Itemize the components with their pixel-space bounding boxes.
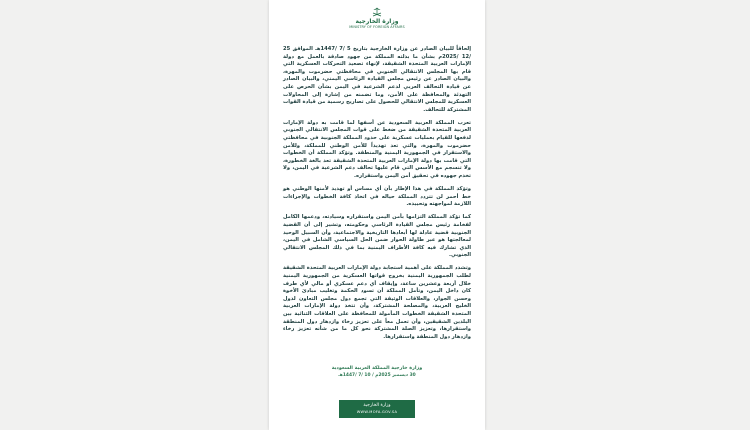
paragraph-2: تعرب المملكة العربية السعودية عن أسفها لما قامت به دولة الإمارات العربية المتحدة الشقيقة من ضغط على قوات المجلس الانتقالي الجنوبي لدفعها للقيام بعمليات عسكرية على حدود المملكة الجنوبية في محافظتي حضرموت والمهرة، والتي تعد تهديداً للأمن الوطني للمملكة، وللأمن والاستقرار في الجمهورية اليمنية والمنطقة. وتؤكد المملكة أن الخطوات التي قامت بها دولة الإمارات العربية المتحدة الشقيقة تعد بالغة الخطورة، ولا تنسجم مع الأسس التي قام عليها تحالف دعم الشرعية في اليمن، ولا تخدم جهوده في تحقيق أمن اليمن واستقراره.: [283, 119, 471, 179]
signature-issuer: وزارة خارجية المملكة العربية السعودية: [331, 366, 423, 371]
footer-url[interactable]: WWW.MOFA.GOV.SA: [356, 410, 398, 414]
logo-brand-ar: وزارة الخارجية: [355, 18, 399, 25]
paragraph-3: وتؤكد المملكة في هذا الإطار بأن أي مساس أو تهديد لأمنها الوطني هو خط أحمر لن تتردد المملكة حياله في اتخاذ كافة الخطوات والإجراءات اللازمة لمواجهته وتحييده.: [283, 186, 471, 208]
signature-date: 30 ديسمبر 2025م / 10 /7 /1447هـ: [338, 372, 416, 378]
signature-block: [269, 366, 485, 379]
footer-bar: [339, 400, 415, 418]
statement-page: [269, 0, 485, 430]
paragraph-5: وتشدد المملكة على أهمية استجابة دولة الإمارات العربية المتحدة الشقيقة لطلب الجمهورية اليمنية بخروج قواتها العسكرية من الجمهورية اليمنية خلال أربعة وعشرين ساعة، وإيقاف أي دعم عسكري أو مالي لأي طرف كان داخل اليمن، وتأمل المملكة أن تسود الحكمة وتغليب مبادئ الأخوة وحسن الجوار، والعلاقات الوثيقة التي تجمع دول مجلس التعاون لدول الخليج العربية، والمصلحة المشتركة، وأن تتخذ دولة الإمارات العربية المتحدة الشقيقة الخطوات المأمولة للمحافظة على العلاقات الثنائية بين البلدين الشقيقين، وأن تعمل معاً على تعزيز رخاء وازدهار دول المنطقة واستقرارها، وتعزيز الصلة المشتركة نحو كل ما من شأنه تعزيز رخاء وازدهار دول المنطقة واستقرارها.: [283, 265, 471, 340]
footer-label: وزارة الخارجية: [363, 403, 391, 408]
paragraph-4: كما تؤكد المملكة التزامها بأمن اليمن واستقراره وسيادته، ودعمها الكامل لفخامة رئيس مجلس القيادة الرئاسي وحكومته، وتشير إلى أن القضية الجنوبية قضية عادلة لها أبعادها التاريخية والاجتماعية، وأن السبيل الوحيد لمعالجتها هو عبر طاولة الحوار ضمن الحل السياسي الشامل في اليمن، الذي تشارك فيه كافة الأطراف اليمنية بما في ذلك المجلس الانتقالي الجنوبي.: [283, 214, 471, 259]
logo-brand-en: MINISTRY OF FOREIGN AFFAIRS: [349, 25, 405, 29]
paragraph-1: إلحاقاً للبيان الصادر عن وزارة الخارجية بتاريخ 5 /7 /1447هـ الموافق 25 /12 /2025م بشأن ما بذلته المملكة من جهود صادقة بالعمل مع دولة الإمارات العربية المتحدة الشقيقة، لإنهاء تصعيد التحركات العسكرية التي قام بها المجلس الانتقالي الجنوبي في محافظتي حضرموت والمهرة، والبيان الصادر عن رئيس مجلس القيادة الرئاسي اليمني، والبيان الصادر عن قيادة التحالف العربي لدعم الشرعية في اليمن بشأن الحرص على التهدئة والمحافظة على الأمن، وما تضمنه من إشارة إلى المحاولات العسكرية للمجلس الانتقالي للحصول على تصاريح رسمية من قيادة القوات المشتركة للتحالف.: [283, 46, 472, 113]
palm-and-swords-icon: [371, 6, 383, 18]
statement-body: [283, 46, 471, 347]
ministry-logo: [348, 6, 406, 40]
